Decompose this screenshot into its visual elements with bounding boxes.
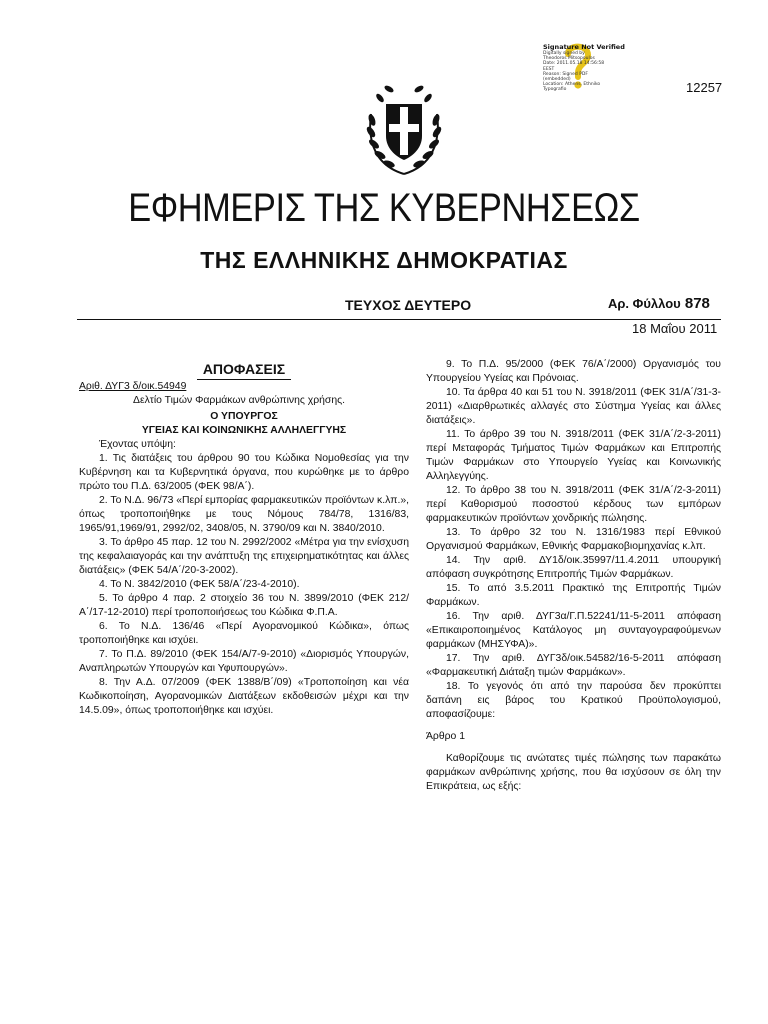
decision-subject: Δελτίο Τιμών Φαρμάκων ανθρώπινης χρήσης. — [133, 395, 346, 406]
preamble-item: 17. Την αριθ. ΔΥΓ3δ/οικ.54582/16-5-2011 απόφαση «Φαρμακευτική Διάταξη τιμών Φαρμάκων». — [426, 653, 721, 678]
digital-signature-stamp — [543, 44, 633, 93]
preamble-item: 9. Το Π.Δ. 95/2000 (ΦΕΚ 76/Α΄/2000) Οργανισμός του Υπουργείου Υγείας και Πρόνοιας. — [426, 359, 721, 384]
decision-reference: Αριθ. ΔΥΓ3 δ/οικ.54949 — [79, 381, 187, 392]
signature-title: Signature Not Verified — [543, 43, 625, 51]
sheet-label: Αρ. Φύλλου — [608, 296, 681, 311]
signature-line: Typografio — [543, 87, 567, 93]
sheet-number — [608, 295, 710, 312]
greek-coat-of-arms-icon — [359, 74, 449, 180]
preamble-item: 3. Το άρθρο 45 παρ. 12 του Ν. 2992/2002 «Μέτρα για την ενίσχυση της κεφαλαιαγοράς και την ανάπτυξη της επιχειρηματικότητας και άλλες διατάξεις» (ΦΕΚ 54/Α΄/20-3-2002). — [79, 537, 409, 576]
preamble-item: 7. Το Π.Δ. 89/2010 (ΦΕΚ 154/Α/7-9-2010) «Διορισμός Υπουργών, Αναπληρωτών Υπουργών και Υφυπουργών». — [79, 649, 409, 674]
preamble-item: 8. Την Α.Δ. 07/2009 (ΦΕΚ 1388/Β΄/09) «Τροποποίηση και νέα Κωδικοποίηση, Αγορανομικών Διατάξεων εκδοθεισών μέχρι και την 14.5.09», όπως τροποποιήθηκε και ισχύει. — [79, 677, 409, 716]
preamble-item: 1. Τις διατάξεις του άρθρου 90 του Κώδικα Νομοθεσίας για την Κυβέρνηση και τα Κυβερνητικά όργανα, που κυρώθηκε με το άρθρο πρώτο του Π.Δ. 63/2005 (ΦΕΚ 98/Α΄). — [79, 453, 409, 492]
preamble-item: 12. Το άρθρο 38 του Ν. 3918/2011 (ΦΕΚ 31/Α΄/2-3-2011) περί Καθορισμού ποσοστού κέρδους των εμπόρων φαρμακευτικών προϊόντων χονδρικής πώλησης. — [426, 485, 721, 524]
signature-details — [543, 51, 633, 93]
ministry-name: ΥΓΕΙΑΣ ΚΑΙ ΚΟΙΝΩΝΙΚΗΣ ΑΛΛΗΛΕΓΓΥΗΣ — [141, 425, 347, 436]
section-heading: ΑΠΟΦΑΣΕΙΣ — [79, 362, 409, 376]
signature-line: EEST — [543, 66, 555, 72]
issue-number: 12257 — [686, 80, 723, 95]
preamble-item: 16. Την αριθ. ΔΥΓ3α/Γ.Π.52241/11-5-2011 απόφαση «Επικαιροποιημένος Κατάλογος μη συνταγογραφούμενων φαρμάκων (ΜΗΣΥΦΑ)». — [426, 611, 721, 650]
preamble-item: 4. Το Ν. 3842/2010 (ΦΕΚ 58/Α΄/23-4-2010). — [99, 579, 300, 590]
preamble-item: 10. Τα άρθρα 40 και 51 του Ν. 3918/2011 (ΦΕΚ 31/Α΄/31-3-2011) «Διαρθρωτικές αλλαγές στο Σύστημα Υγείας και άλλες διατάξεις». — [426, 387, 721, 426]
sheet-value: 878 — [684, 295, 710, 312]
signature-line: Digitally signed by — [543, 51, 585, 56]
article-heading: Άρθρο 1 — [426, 731, 465, 742]
signature-line: Reason: Signed PDF — [543, 71, 588, 77]
issue-series: ΤΕΥΧΟΣ ΔΕΥΤΕΡΟ — [345, 297, 472, 313]
preamble-item: 2. Το Ν.Δ. 96/73 «Περί εμπορίας φαρμακευτικών προϊόντων κ.λπ.», όπως τροποποιήθηκε με τους Νόμους 784/78, 1316/83, 1965/91,1969/91, 2992/02, 3408/05, Ν. 3790/09 και Ν. 3840/2010. — [79, 495, 409, 534]
left-column — [79, 362, 409, 718]
publication-date: 18 Μαΐου 2011 — [632, 321, 718, 336]
signature-line: Date: 2011.05.18 14:56:58 — [543, 61, 605, 67]
signature-line: Theodoros Mitsopoulos — [543, 56, 595, 62]
gazette-title: ΕΦΗΜΕΡΙΣ ΤΗΣ ΚΥΒΕΡΝΗΣΕΩΣ — [128, 186, 640, 230]
preamble-item: 5. Το άρθρο 4 παρ. 2 στοιχείο 36 του Ν. 3899/2010 (ΦΕΚ 212/Α΄/17-12-2010) περί τροποποιήσεως του Κώδικα Φ.Π.Α. — [79, 593, 409, 618]
preamble-item: 11. Το άρθρο 39 του Ν. 3918/2011 (ΦΕΚ 31/Α΄/2-3-2011) περί Μεταφοράς Τμήματος Τιμών Φαρμάκων και Επιτροπής Τιμών Φαρμάκων στο Υπουργείο Υγείας και Κοινωνικής Αλληλεγγύης. — [426, 429, 721, 482]
header-divider — [77, 319, 721, 320]
signature-line: Location: Athens, Ethniko — [543, 82, 601, 88]
right-column — [426, 358, 721, 794]
signature-line: (embedded) — [543, 77, 571, 83]
minister-title: Ο ΥΠΟΥΡΓΟΣ — [210, 411, 278, 422]
preamble-item: 14. Την αριθ. ΔΥ1δ/οικ.35997/11.4.2011 υπουργική απόφαση συγκρότησης Επιτροπής Τιμών Φαρμάκων. — [426, 555, 721, 580]
preamble-item: 18. Το γεγονός ότι από την παρούσα δεν προκύπτει δαπάνη εις βάρος του Κρατικού Προϋπολογισμού, αποφασίζουμε: — [426, 681, 721, 720]
preamble-intro: Έχοντας υπόψη: — [99, 439, 176, 450]
gazette-subtitle: ΤΗΣ ΕΛΛΗΝΙΚΗΣ ΔΗΜΟΚΡΑΤΙΑΣ — [200, 247, 568, 273]
preamble-item: 6. Το Ν.Δ. 136/46 «Περί Αγορανομικού Κώδικα», όπως τροποποιήθηκε και ισχύει. — [79, 621, 409, 646]
preamble-item: 13. Το άρθρο 32 του Ν. 1316/1983 περί Εθνικού Οργανισμού Φαρμάκων, Εθνικής Φαρμακοβιομηχανίας κ.λπ. — [426, 527, 721, 552]
preamble-item: 15. Το από 3.5.2011 Πρακτικό της Επιτροπής Τιμών Φαρμάκων. — [426, 583, 721, 608]
article-text: Καθορίζουμε τις ανώτατες τιμές πώλησης των παρακάτω φαρμάκων ανθρώπινης χρήσης, που θα ισχύσουν σε όλη την Επικράτεια, ως εξής: — [426, 753, 721, 792]
